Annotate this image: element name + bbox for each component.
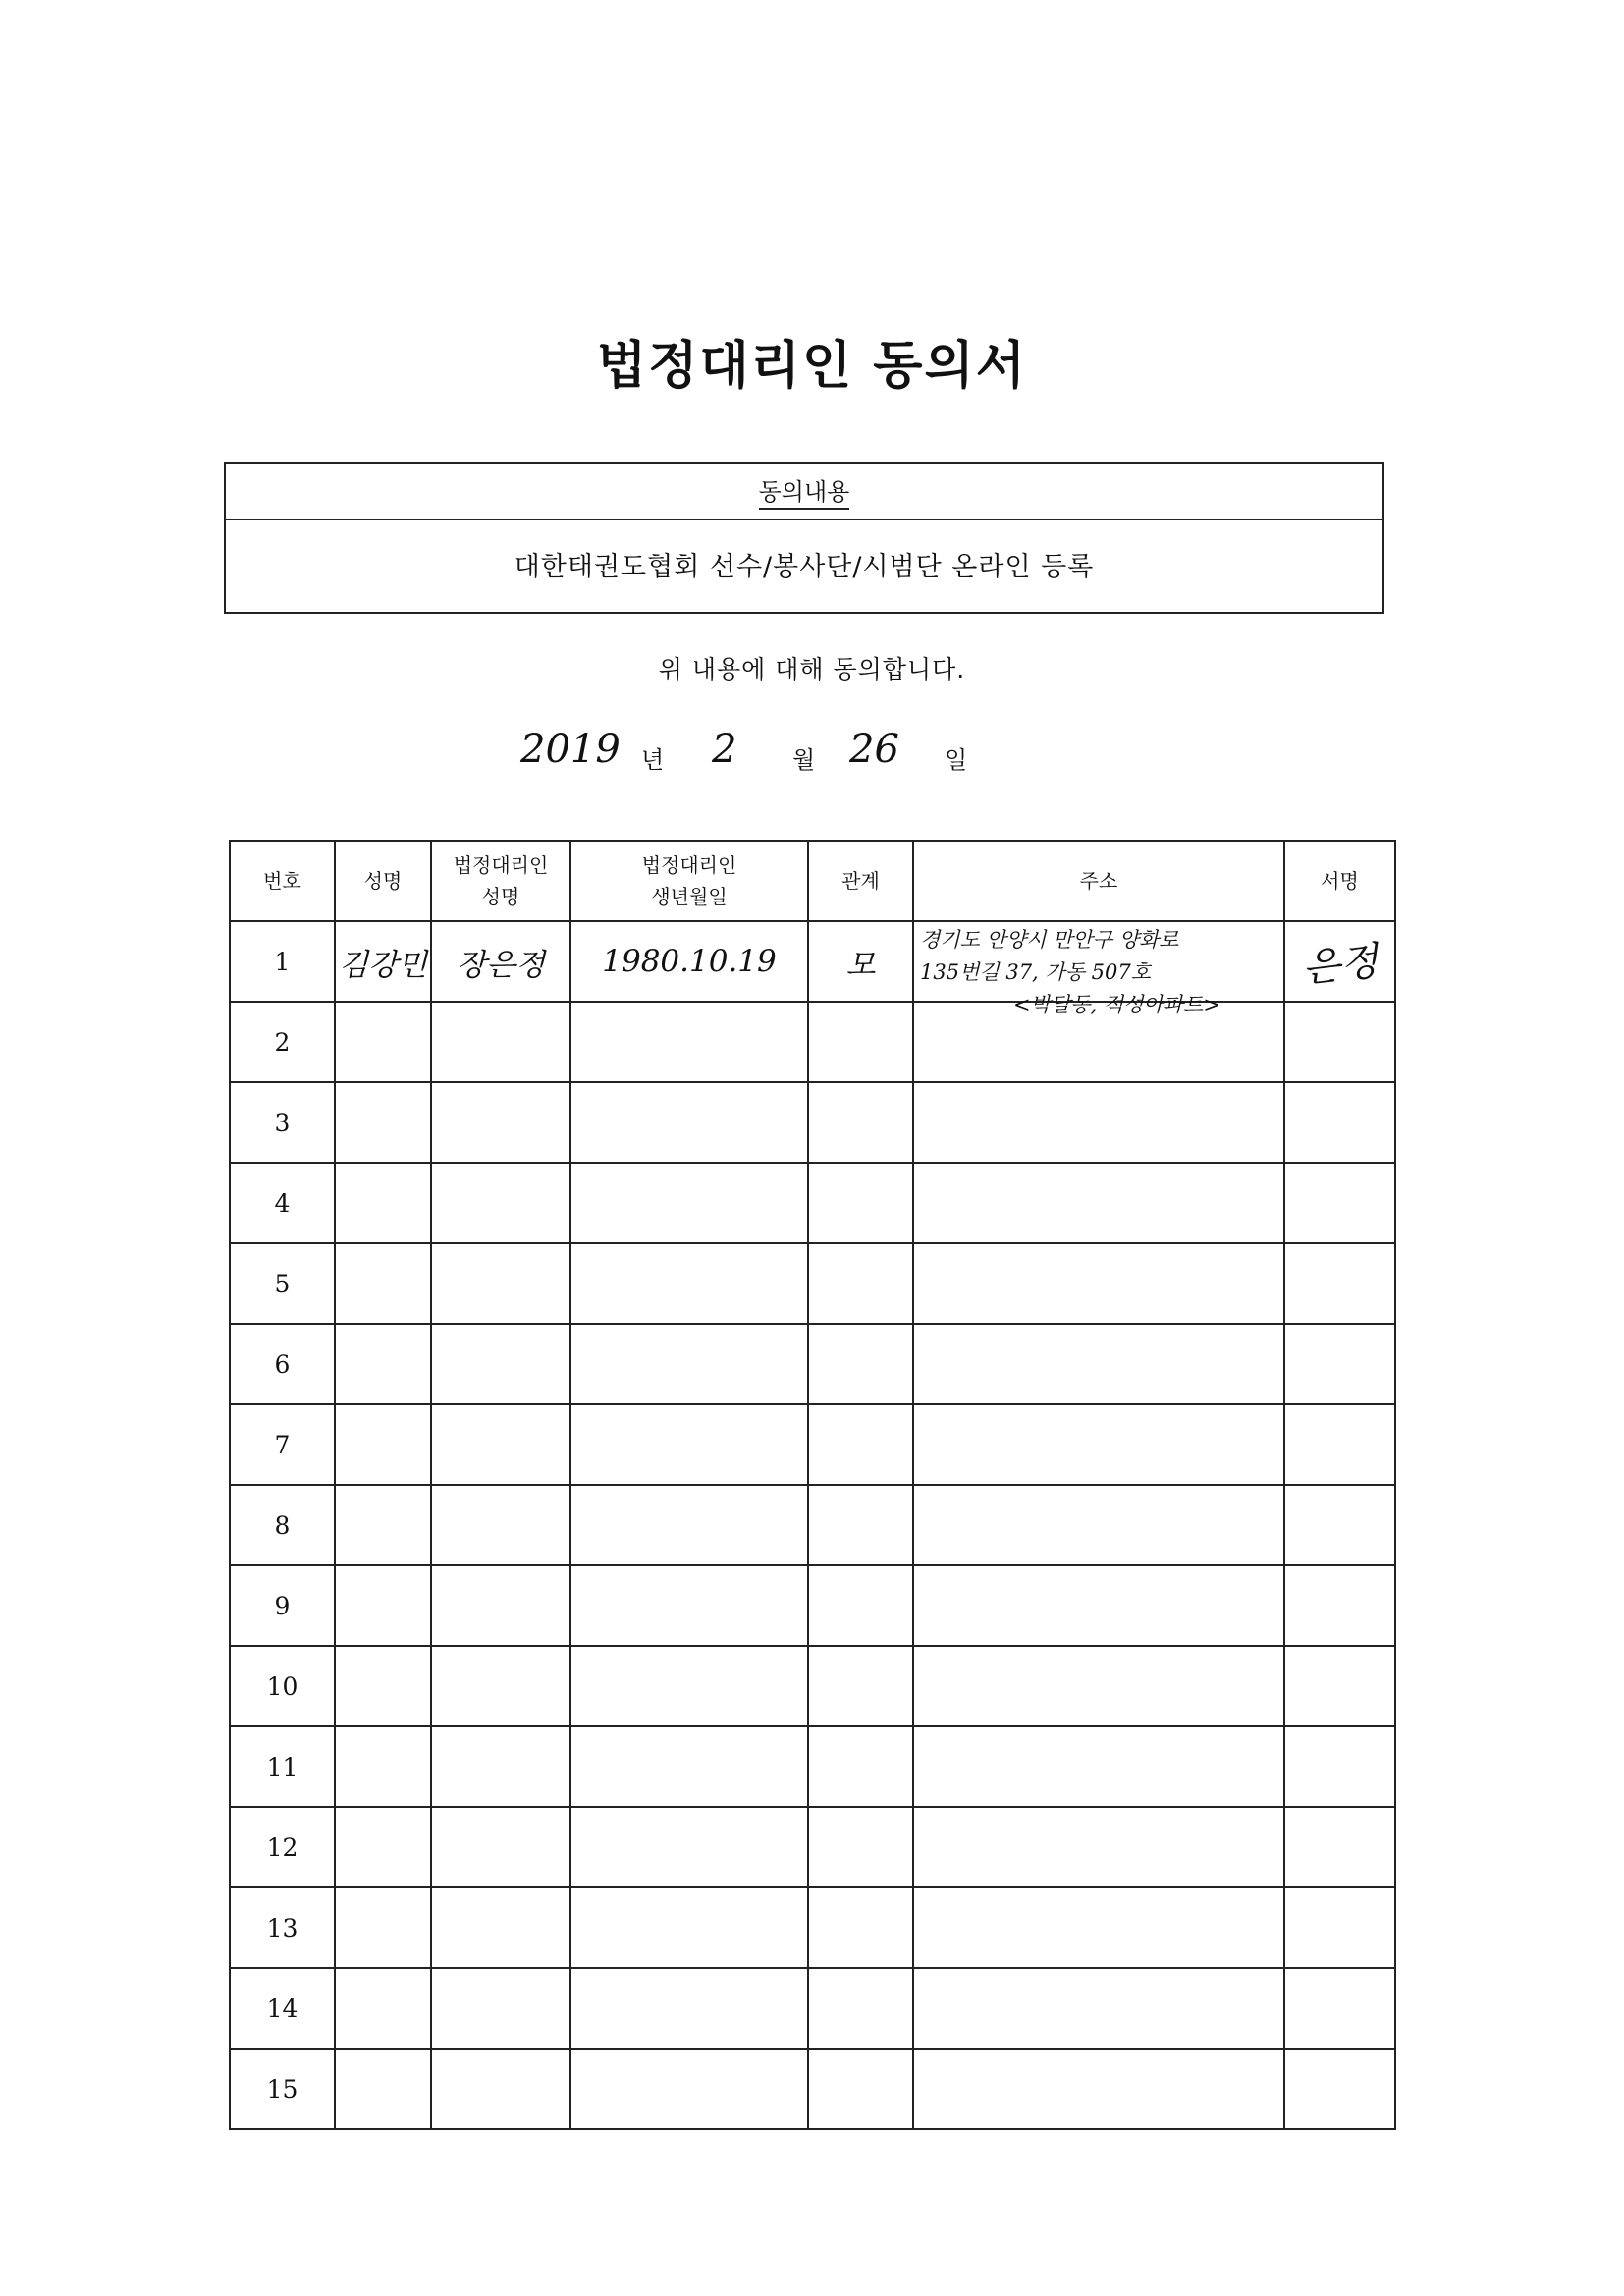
table-row (230, 1887, 1395, 1968)
consent-box-header-label: 동의내용 (759, 478, 850, 510)
header-name: 성명 (335, 841, 431, 921)
header-number: 번호 (230, 841, 335, 921)
row-number: 9 (230, 1565, 335, 1646)
row-number: 14 (230, 1968, 335, 2049)
row-number: 1 (230, 921, 335, 1002)
row-name: 김강민 (335, 921, 431, 1002)
consent-box-header (226, 464, 1382, 520)
header-guardian-name: 법정대리인 성명 (431, 841, 570, 921)
row-number: 2 (230, 1002, 335, 1082)
table-row (230, 1243, 1395, 1324)
consent-box-content: 대한태권도협회 선수/봉사단/시범단 온라인 등록 (514, 552, 1095, 582)
table-row (230, 1726, 1395, 1807)
header-guardian-birth: 법정대리인 생년월일 (570, 841, 808, 921)
row-number: 10 (230, 1646, 335, 1726)
header-signature: 서명 (1284, 841, 1395, 921)
table-row (230, 1565, 1395, 1646)
row-number: 13 (230, 1887, 335, 1968)
table-row (230, 1082, 1395, 1163)
row-number: 11 (230, 1726, 335, 1807)
date-day-value: 26 (849, 727, 899, 772)
row-relation: 모 (808, 921, 913, 1002)
header-address: 주소 (913, 841, 1284, 921)
address-line-1: 경기도 안양시 만안구 양화로 (920, 928, 1179, 952)
table-row (230, 921, 1395, 1002)
date-year-label: 년 (641, 746, 665, 774)
table-row (230, 1807, 1395, 1887)
table-row (230, 1646, 1395, 1726)
row-address-text (920, 924, 1303, 1021)
header-relation: 관계 (808, 841, 913, 921)
address-line-2: 135번길 37, 가동 507호 (920, 960, 1152, 984)
date-year-value: 2019 (520, 727, 621, 772)
row-number: 4 (230, 1163, 335, 1243)
row-guardian-name: 장은정 (431, 921, 570, 1002)
address-line-3: <박달동, 적성아파트> (1013, 993, 1220, 1016)
date-month-value: 2 (712, 727, 737, 772)
row-address (913, 921, 1284, 1016)
table-row (230, 1404, 1395, 1485)
date-month-label: 월 (792, 746, 816, 774)
row-guardian-birth: 1980.10.19 (570, 921, 808, 1002)
date-day-label: 일 (945, 746, 968, 774)
row-number: 15 (230, 2049, 335, 2129)
consent-content-box (224, 462, 1384, 614)
document-title: 법정대리인 동의서 (597, 337, 1027, 396)
table-row (230, 1485, 1395, 1565)
table-row (230, 1163, 1395, 1243)
guardian-roster-table (229, 840, 1396, 2130)
row-number: 7 (230, 1404, 335, 1485)
table-row (230, 2049, 1395, 2129)
row-number: 5 (230, 1243, 335, 1324)
row-number: 12 (230, 1807, 335, 1887)
table-row (230, 1324, 1395, 1404)
table-row (230, 1968, 1395, 2049)
row-number: 6 (230, 1324, 335, 1404)
agreement-text: 위 내용에 대해 동의합니다. (658, 655, 966, 683)
handwritten-signature: 은정 (1300, 938, 1380, 992)
row-number: 8 (230, 1485, 335, 1565)
row-number: 3 (230, 1082, 335, 1163)
table-header-row (230, 841, 1395, 921)
